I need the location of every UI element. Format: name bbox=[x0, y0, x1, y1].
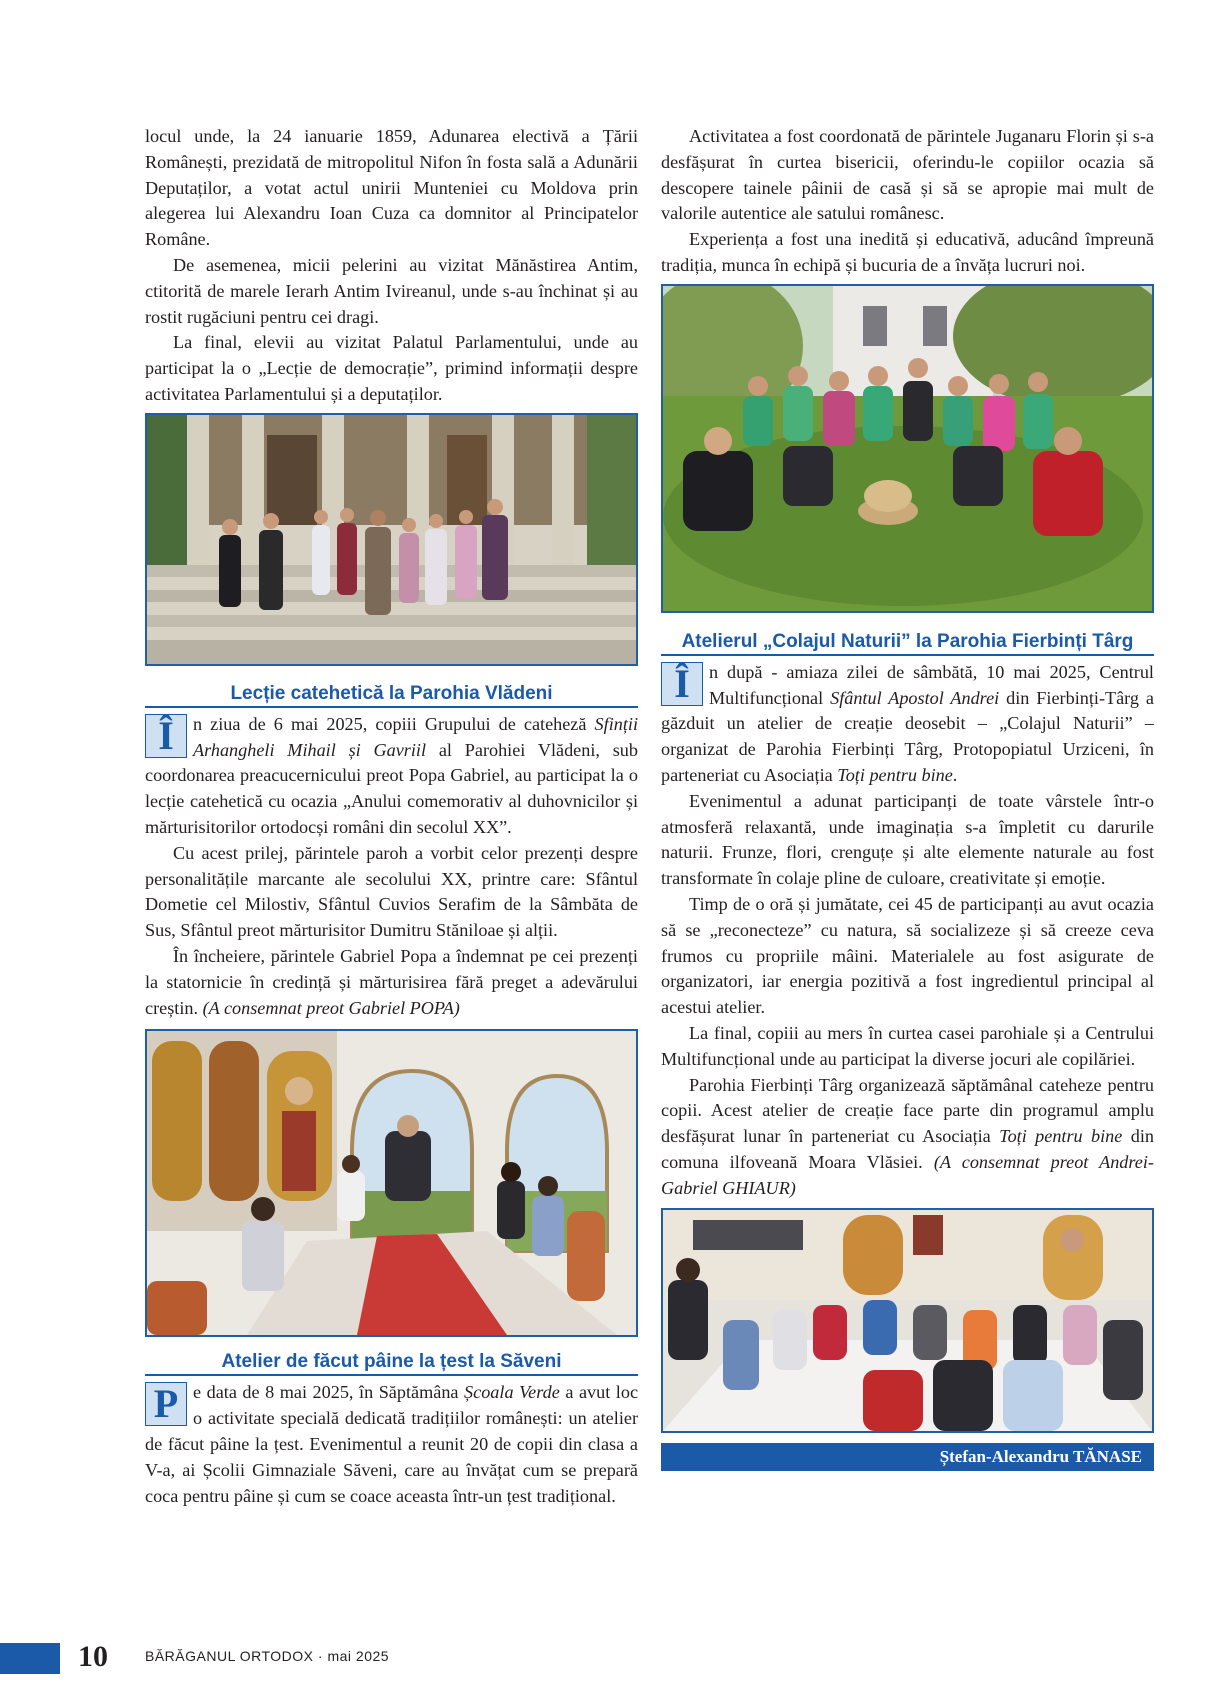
article-paragraph: La final, elevii au vizitat Palatul Parlamentului, unde au participat la o „Lecție de democrație”, primind informații despre activitatea Parlamentului și a deputaților. bbox=[145, 332, 638, 404]
article-paragraph bbox=[661, 1073, 1154, 1202]
text-run: e data de 8 mai 2025, în Săptămâna bbox=[193, 1382, 465, 1403]
text-run: din comuna ilfoveană Moara Vlăsiei. bbox=[661, 1126, 1154, 1172]
article-paragraph: Activitatea a fost coordonată de părintele Juganaru Florin și s-a desfășurat în curtea bisericii, oferindu-le copiilor ocazia să descopere tainele pâinii de casă și să se apropie mai mult de valorile autentice ale satului românesc. bbox=[661, 126, 1154, 224]
publication-title: BĂRĂGANUL ORTODOX bbox=[145, 1648, 314, 1664]
article-paragraph: Cu acest prilej, părintele paroh a vorbit celor prezenți despre personalitățile marcante ale secolului XX, printre care: Sfântul Dometie cel Milostiv, Sfântul Cuvios Serafim de la Sâmbăta de Sus, Sfântul preot mărturisitor Dumitru Stăniloae și alții. bbox=[145, 842, 638, 941]
italic-text: Toți pentru bine bbox=[999, 1126, 1123, 1147]
author-signature: Ștefan-Alexandru TĂNASE bbox=[661, 1443, 1154, 1471]
classroom-photo-illustration bbox=[147, 1031, 636, 1335]
drop-cap: P bbox=[145, 1382, 187, 1426]
author-note: (A consemnat preot Andrei-Gabriel GHIAUR) bbox=[661, 1151, 1154, 1198]
outdoor-photo-illustration bbox=[663, 286, 1152, 611]
text-run: . bbox=[952, 764, 958, 785]
italic-text: Toți pentru bine bbox=[837, 764, 953, 785]
article-paragraph: locul unde, la 24 ianuarie 1859, Adunarea electivă a Țării Românești, prezidată de mitropolitul Nifon în fosta sală a Adunării Deputaților, a votat actul unirii Munteniei cu Moldova prin alegerea lui Alexandru Ioan Cuza ca domnitor al Principatelor Române. bbox=[145, 126, 638, 250]
page-number: 10 bbox=[78, 1640, 108, 1673]
footer-publication bbox=[145, 1648, 389, 1664]
article-paragraph: Timp de o oră și jumătate, cei 45 de participanți au avut ocazia să se „reconecteze” cu natura, să socializeze și să creeze ceva frumos cu propriile mâini. Materialele au fost asigurate de organizatori, iar energia pozitivă a fost ingredientul principal al acestui atelier. bbox=[661, 893, 1154, 1018]
left-column bbox=[145, 124, 638, 1509]
right-column bbox=[661, 124, 1154, 1471]
text-run: a avut loc o activitate specială dedicată tradițiilor românești: un atelier de făcut pâine la țest. Evenimentul a reunit 20 de copii din clasa a V-a, ai Școlii Gimnaziale Săveni, care au învățat cum se prepară coca pentru pâine și cum se coace aceasta într-un țest tradițional. bbox=[145, 1382, 639, 1506]
church-photo-illustration bbox=[147, 415, 636, 664]
article-paragraph bbox=[145, 712, 638, 841]
text-run: n ziua de 6 mai 2025, copiii Grupului de cateheză bbox=[193, 713, 595, 734]
drop-cap: Î bbox=[145, 714, 187, 758]
text-run: al Parohiei Vlădeni, sub coordonarea preacucernicului preot Popa Gabriel, au participat la o lecție catehetică cu ocazia „Anului comemorativ al duhovnicilor și mărturisitorilor ortodocși români din secolul XX”. bbox=[145, 739, 638, 837]
photo-collage-workshop bbox=[661, 1208, 1154, 1433]
footer-accent-bar bbox=[0, 1643, 60, 1674]
italic-text: Sfântul Apostol Andrei bbox=[830, 687, 1000, 708]
text-run: Parohia Fierbinți Târg organizează săptămânal cateheze pentru copii. Acest atelier de creație face parte din programul amplu desfășurat lunar în parteneriat cu Asociația bbox=[661, 1074, 1154, 1147]
text-run: n după - amiaza zilei de sâmbătă, 10 mai 2025, Centrul Multifuncțional bbox=[709, 661, 1154, 708]
author-note: (A consemnat preot Gabriel POPA) bbox=[202, 997, 460, 1018]
issue-date: · mai 2025 bbox=[317, 1648, 390, 1664]
section-heading: Atelier de făcut pâine la țest la Săveni bbox=[145, 1351, 638, 1376]
indoor-workshop-illustration bbox=[663, 1210, 1152, 1431]
text-run: din Fierbinți-Târg a găzduit un atelier de creație deosebit – „Colajul Naturii” – organizat de Parohia Fierbinți Târg, Protopopiatul Urziceni, în parteneriat cu Asociația bbox=[661, 687, 1154, 785]
article-paragraph bbox=[661, 660, 1154, 789]
article-paragraph bbox=[145, 944, 638, 1021]
section-heading: Lecție catehetică la Parohia Vlădeni bbox=[145, 683, 638, 708]
photo-group-at-church bbox=[145, 413, 638, 666]
text-run: În încheiere, părintele Gabriel Popa a îndemnat pe cei prezenți la statornicie în credință și mărturisirea fără preget a adevărului creștin. bbox=[145, 945, 638, 1018]
article-paragraph: La final, copiii au mers în curtea casei parohiale și a Centrului Multifuncțional unde au participat la diverse jocuri ale copilăriei. bbox=[661, 1022, 1154, 1069]
article-paragraph: Experiența a fost una inedită și educativă, aducând împreună tradiția, munca în echipă și bucuria de a învăța lucruri noi. bbox=[661, 229, 1154, 275]
article-paragraph: Evenimentul a adunat participanți de toate vârstele într-o atmosferă relaxantă, unde imaginația s-a împletit cu darurile naturii. Frunze, flori, crenguțe și alte elemente naturale au fost transformate în colaje pline de culoare, creativitate și emoție. bbox=[661, 790, 1154, 889]
drop-cap: Î bbox=[661, 662, 703, 706]
italic-text: Sfinții Arhangheli Mihail și Gavriil bbox=[193, 713, 638, 760]
photo-bread-workshop bbox=[661, 284, 1154, 613]
photo-catechesis-class bbox=[145, 1029, 638, 1337]
section-heading: Atelierul „Colajul Naturii” la Parohia Fierbinți Târg bbox=[661, 631, 1154, 656]
article-paragraph bbox=[145, 1380, 638, 1509]
italic-text: Școala Verde bbox=[464, 1382, 560, 1403]
article-paragraph: De asemenea, micii pelerini au vizitat Mănăstirea Antim, ctitorită de marele Ierarh Antim Ivireanul, unde s-au închinat și au rostit rugăciuni pentru cei dragi. bbox=[145, 254, 638, 327]
